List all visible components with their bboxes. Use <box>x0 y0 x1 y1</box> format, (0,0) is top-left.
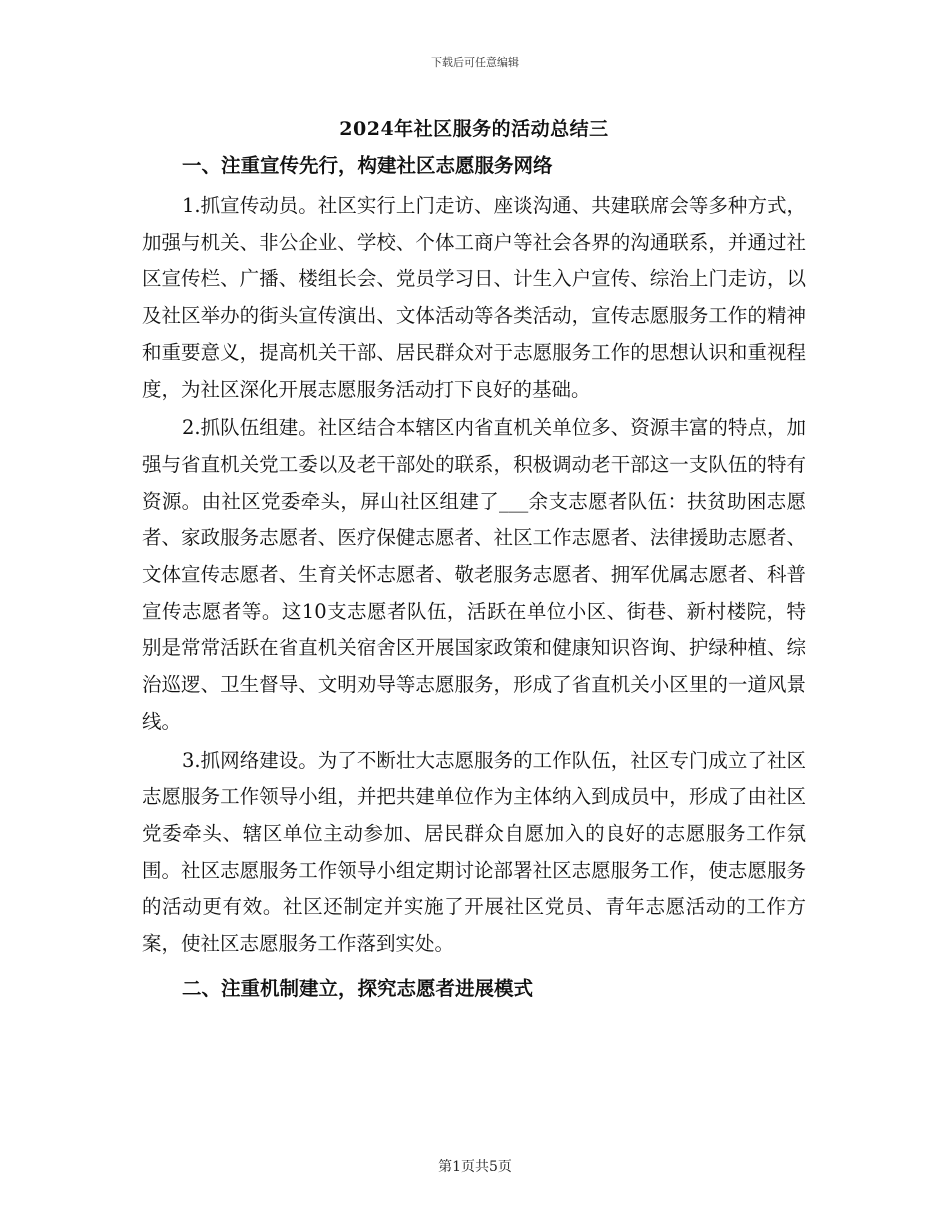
header-note: 下载后可任意编辑 <box>431 56 519 69</box>
document-body <box>142 112 806 1011</box>
section-heading-1: 一、注重宣传先行，构建社区志愿服务网络 <box>182 154 553 177</box>
paragraph-team-building: 2.抓队伍组建。社区结合本辖区内省直机关单位多、资源丰富的特点，加强与省直机关党工委以及老干部处的联系，积极调动老干部这一支队伍的特有资源。由社区党委牵头，屏山社区组建了___余支志愿者队伍：扶贫助困志愿者、家政服务志愿者、医疗保健志愿者、社区工作志愿者、法律援助志愿者、文体宣传志愿者、生育关怀志愿者、敬老服务志愿者、拥军优属志愿者、科普宣传志愿者等。这10支志愿者队伍，活跃在单位小区、街巷、新村楼院，特别是常常活跃在省直机关宿舍区开展国家政策和健康知识咨询、护绿种植、综治巡逻、卫生督导、文明劝导等志愿服务，形成了省直机关小区里的一道风景线。 <box>142 416 806 733</box>
section-heading-2: 二、注重机制建立，探究志愿者进展模式 <box>182 976 534 1000</box>
paragraph-network-building: 3.抓网络建设。为了不断壮大志愿服务的工作队伍，社区专门成立了社区志愿服务工作领导小组，并把共建单位作为主体纳入到成员中，形成了由社区党委牵头、辖区单位主动参加、居民群众自愿加入的良好的志愿服务工作氛围。社区志愿服务工作领导小组定期讨论部署社区志愿服务工作，使志愿服务的活动更有效。社区还制定并实施了开展社区党员、青年志愿活动的工作方案，使社区志愿服务工作落到实处。 <box>142 748 806 956</box>
page-number-footer: 第1页共5页 <box>438 1159 512 1175</box>
paragraph-publicity: 1.抓宣传动员。社区实行上门走访、座谈沟通、共建联席会等多种方式，加强与机关、非公企业、学校、个体工商户等社会各界的沟通联系，并通过社区宣传栏、广播、楼组长会、党员学习日、计生入户宣传、综治上门走访，以及社区举办的街头宣传演出、文体活动等各类活动，宣传志愿服务工作的精神和重要意义，提高机关干部、居民群众对于志愿服务工作的思想认识和重视程度，为社区深化开展志愿服务活动打下良好的基础。 <box>142 194 806 401</box>
document-title: 2024年社区服务的活动总结三 <box>339 118 609 140</box>
